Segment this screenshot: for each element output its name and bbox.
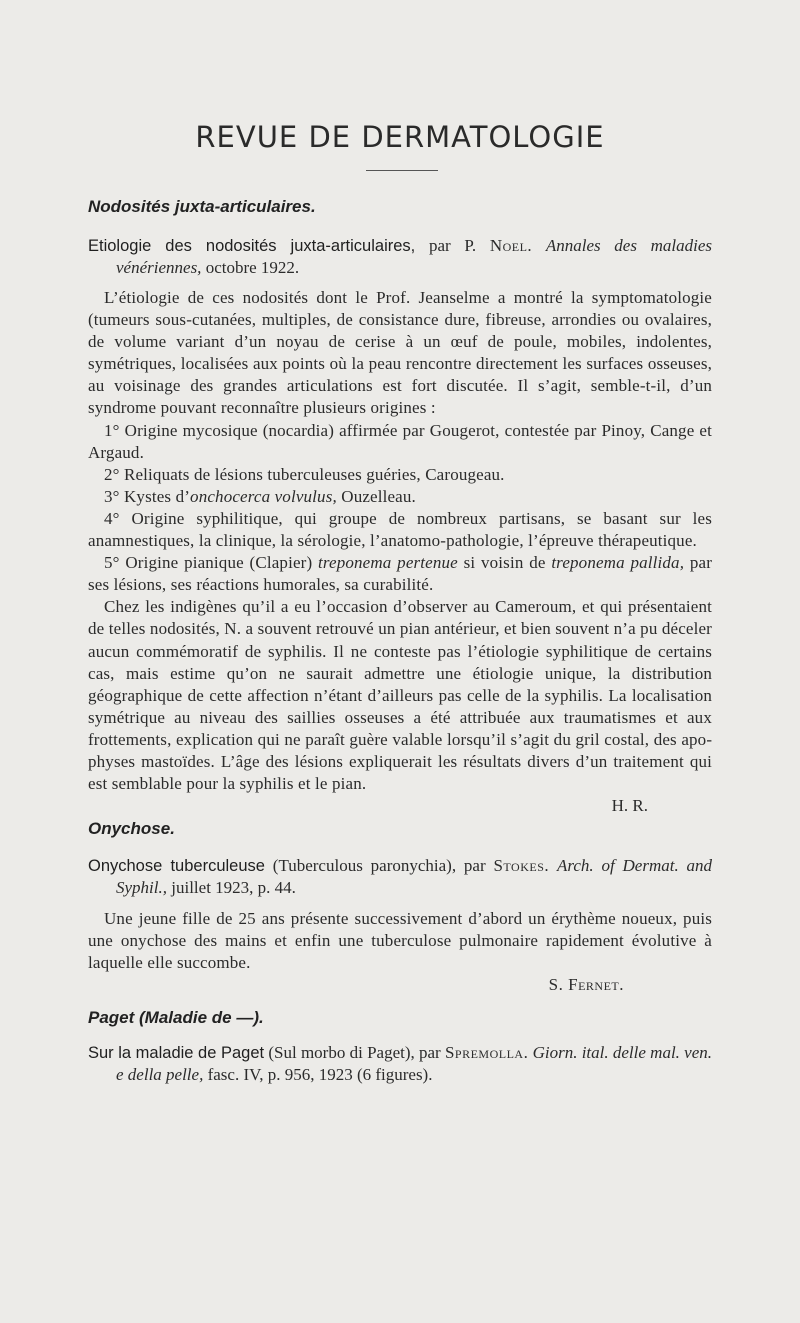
text-run: par ses lésions, ses réactions humorales, sa curabilité. — [88, 553, 713, 595]
paragraph: 4° Origine syphilitique, qui groupe de nombreux partisans, se basant sur les anamnestiques, la clinique, la sérologie, l’anatomo-pathologie, l’épreuve thérapeutique. — [88, 508, 712, 551]
paragraph: 2° Reliquats de lésions tuberculeuses guéries, Carougeau. — [104, 464, 505, 484]
ref-date: juillet 1923, p. 44. — [171, 878, 296, 898]
ref-paren: (Sul morbo di Paget), par — [268, 1043, 441, 1063]
text-run: 5° Origine pianique (Clapier) — [104, 553, 319, 573]
ref-date: fasc. IV, p. 956, 1923 (6 figures). — [207, 1065, 433, 1085]
signature: H. R. — [611, 796, 648, 816]
paragraph — [88, 486, 712, 508]
ref-journal: Annales des maladies vénériennes, — [116, 236, 712, 277]
article-column — [88, 197, 712, 1086]
text-run-italic: treponema pertenue — [318, 553, 458, 573]
ref-paren: (Tuberculous paronychia), par — [272, 856, 486, 876]
section-title-nodosites: Nodosités juxta-articulaires. — [88, 197, 316, 216]
signature-text: S. Fernet. — [548, 975, 624, 995]
text-run: Ouzelleau. — [336, 486, 416, 506]
text-run: 3° Kystes d’ — [104, 486, 191, 506]
section-title-paget: Paget (Maladie de —). — [88, 1008, 264, 1028]
ref-author: Stokes. — [493, 856, 550, 876]
paragraph: Chez les indigènes qu’il a eu l’occasion d’observer au Cameroum, et qui présentaient de telles nodosités, N. a souvent retrouvé un pian antérieur, et bien souvent n’a pu déceler aucun commémoratif de syphilis. Il ne conteste pas l’étiologie syphilitique de certains cas, mais estime qu’on ne saurait admettre une étiologie unique, la distribution géographique de cette affection n’étant d’ailleurs pas celle de la syphilis. La localisation symétrique au niveau des saillies osseuses a été attribuée aux traumatismes et aux frottements, explication qui ne paraît guère valable lorsqu’il s’agit du gril costal, des apophyses mastoïdes. L’âge des lésions expliquerait les résultats divers d’un traitement qui est semblable pour la syphilis et le pian. — [88, 597, 712, 794]
text-run-italic: treponema pallida, — [551, 553, 685, 573]
ref-title: Onychose tuberculeuse — [88, 857, 265, 876]
paragraph: L’étiologie de ces nodosités dont le Prof. Jeanselme a montré la symptomatologie (tumeurs sous-cutanées, multiples, de consistance dure, fibreuse, arrondies ou ovalaires, de volume variant d’un noyau de cerise à un œuf de poule, mobiles, indolentes, symétriques, localisées aux points où la peau rencontre directement les surfaces osseuses, au voisinage des grandes articulations est fort discutée. Il s’agit, semble-t-il, d’un syndrome pouvant reconnaître plusieurs origines : — [88, 288, 712, 418]
ref-by: par P. — [428, 236, 477, 255]
text-run-italic: onchocerca volvulus, — [190, 486, 337, 506]
ref-title: Etiologie des nodosités juxta-articulaires, — [88, 237, 416, 255]
ref-author: Noel. — [489, 236, 533, 255]
running-title: REVUE DE DERMATOLOGIE — [195, 120, 605, 154]
reference-paget — [88, 1042, 712, 1086]
ref-journal: Arch. of Dermat. and Syphil., — [116, 856, 713, 898]
paragraph: Une jeune fille de 25 ans présente successivement d’abord un érythème noueux, puis une onychose des mains et enfin une tuberculose pulmonaire rapidement évolutive à laquelle elle succombe. — [88, 909, 712, 973]
ref-title: Sur la maladie de Paget — [88, 1044, 265, 1063]
paragraph: 1° Origine mycosique (nocardia) affirmée par Gougerot, contestée par Pinoy, Cange et Argaud. — [88, 420, 712, 462]
reference-nodosites — [88, 235, 712, 279]
reference-onychose — [88, 855, 712, 899]
title-rule — [366, 170, 438, 171]
section-title-onychose: Onychose. — [88, 819, 175, 839]
ref-journal: Giorn. ital. delle mal. ven. e della pelle, — [116, 1043, 713, 1085]
text-run: si voisin de — [457, 553, 552, 573]
signature — [88, 974, 712, 996]
paragraph — [88, 552, 712, 596]
ref-author: Spremolla. — [444, 1043, 529, 1063]
ref-date: octobre 1922. — [205, 258, 300, 277]
